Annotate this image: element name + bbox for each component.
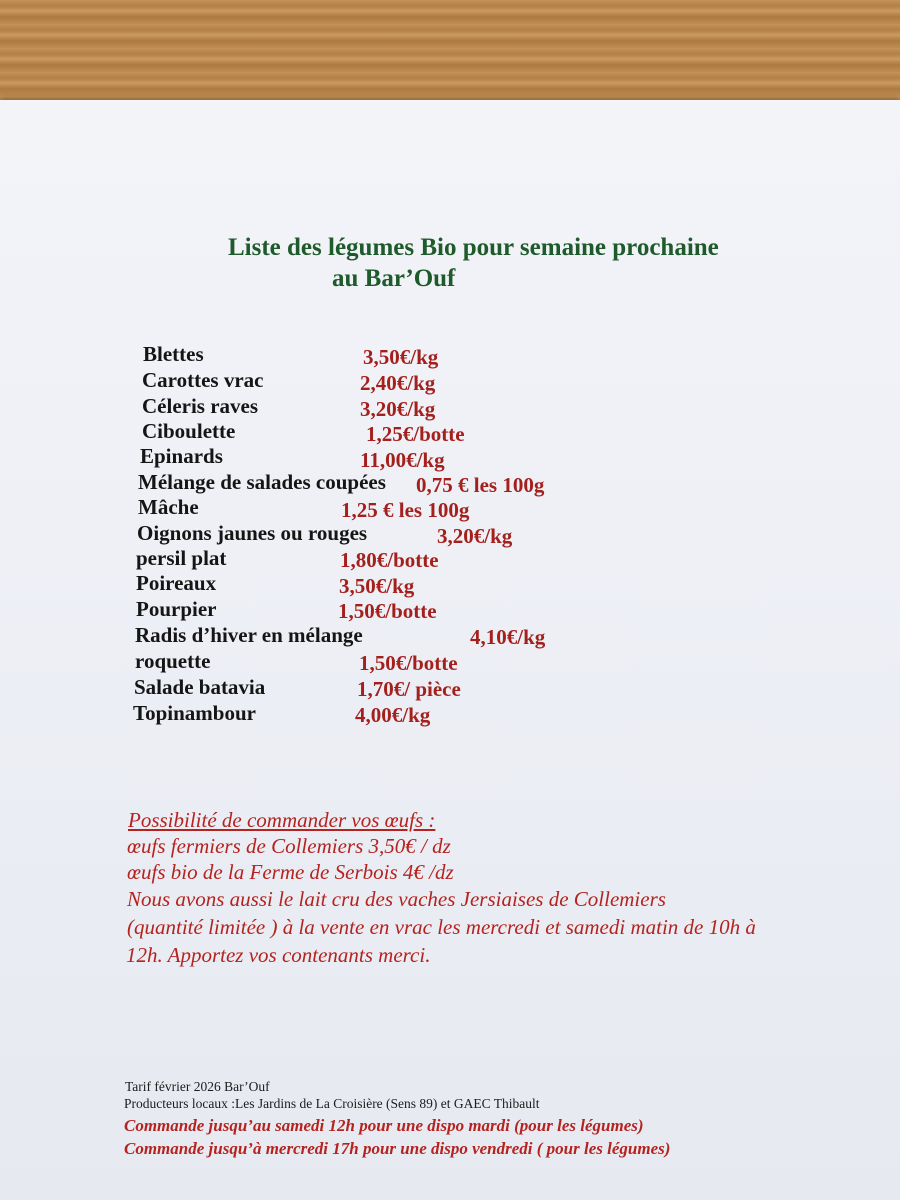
product-name: Blettes [143, 342, 204, 366]
product-name: Epinards [140, 444, 223, 468]
order-deadline: Commande jusqu’à mercredi 17h pour une dispo vendredi ( pour les légumes) [124, 1139, 671, 1158]
eggs-heading: Possibilité de commander vos œufs : [128, 808, 436, 832]
product-name: Carottes vrac [142, 368, 264, 392]
product-name: Ciboulette [142, 419, 236, 443]
product-price: 1,25 € les 100g [341, 498, 470, 522]
product-name: Oignons jaunes ou rouges [137, 521, 368, 545]
product-price: 1,70€/ pièce [357, 677, 461, 701]
product-name: Radis d’hiver en mélange [135, 623, 363, 647]
eggs-line: œufs bio de la Ferme de Serbois 4€ /dz [127, 860, 454, 884]
product-price: 3,20€/kg [437, 524, 513, 548]
product-name: Pourpier [136, 597, 217, 621]
product-price: 1,50€/botte [359, 651, 458, 675]
product-name: persil plat [136, 546, 227, 570]
product-price: 1,50€/botte [338, 599, 437, 623]
product-price: 3,50€/kg [363, 345, 439, 369]
product-price: 4,10€/kg [470, 625, 546, 649]
product-price: 0,75 € les 100g [416, 473, 545, 497]
product-name: roquette [135, 649, 211, 673]
product-price: 11,00€/kg [360, 448, 445, 472]
producers-note: Producteurs locaux :Les Jardins de La Croisière (Sens 89) et GAEC Thibault [124, 1096, 540, 1111]
product-price: 1,25€/botte [366, 422, 465, 446]
product-name: Poireaux [136, 571, 217, 595]
product-name: Salade batavia [134, 675, 266, 699]
product-price: 2,40€/kg [360, 371, 436, 395]
product-price: 3,50€/kg [339, 574, 415, 598]
milk-line: 12h. Apportez vos contenants merci. [126, 943, 431, 967]
eggs-line: œufs fermiers de Collemiers 3,50€ / dz [127, 834, 451, 858]
product-price: 4,00€/kg [355, 703, 431, 727]
title-line-1: Liste des légumes Bio pour semaine prochaine [228, 234, 719, 261]
product-price: 3,20€/kg [360, 397, 436, 421]
product-name: Mâche [138, 495, 199, 519]
product-name: Céleris raves [142, 394, 259, 418]
title-line-2: au Bar’Ouf [332, 265, 456, 292]
product-name: Mélange de salades coupées [138, 470, 386, 494]
milk-line: (quantité limitée ) à la vente en vrac les mercredi et samedi matin de 10h à [127, 915, 756, 939]
tarif-note: Tarif février 2026 Bar’Ouf [125, 1079, 270, 1094]
product-price: 1,80€/botte [340, 548, 439, 572]
order-deadline: Commande jusqu’au samedi 12h pour une dispo mardi (pour les légumes) [124, 1116, 644, 1135]
milk-line: Nous avons aussi le lait cru des vaches Jersiaises de Collemiers [127, 887, 666, 911]
product-name: Topinambour [133, 701, 256, 725]
